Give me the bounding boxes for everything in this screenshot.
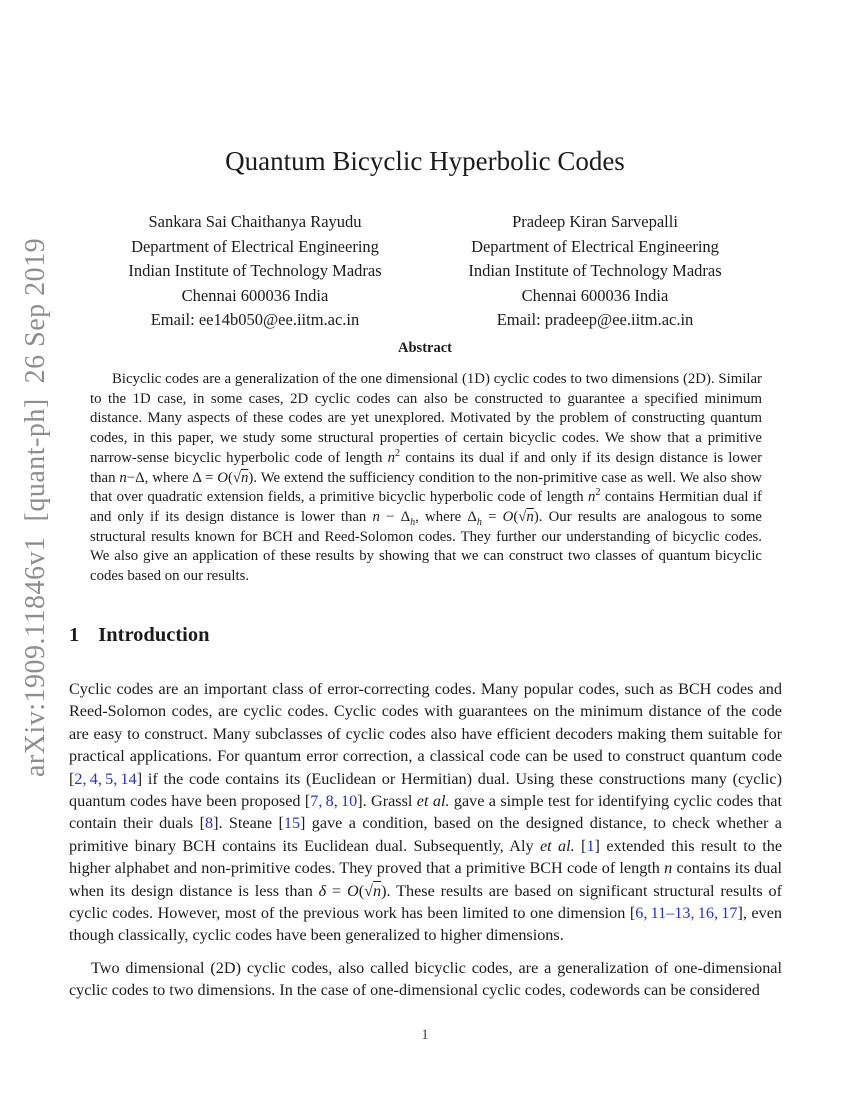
text-segment: ). Our results are analogous to some structural results known for BCH and Reed-Solomon codes. They further our understanding of bicyclic codes. We also give an application of these results by showing that we can construct two classes of quantum bicyclic codes based on our results. bbox=[90, 508, 762, 585]
text-segment: ] if the code contains its (Euclidean or Hermitian) dual. Using these constructions many (cyclic) quantum codes have been proposed [ bbox=[69, 769, 782, 811]
text-segment: contains its dual when its design distance is less than bbox=[69, 859, 783, 900]
text-segment: n bbox=[119, 469, 127, 486]
text-segment: ] extended this result to the higher alphabet and non-primitive codes. They proved that a primitive BCH code of length bbox=[69, 836, 783, 878]
citation-link[interactable]: 7, 8, 10 bbox=[310, 792, 358, 811]
text-segment: = bbox=[481, 508, 503, 525]
text-segment: n bbox=[664, 859, 673, 878]
text-segment: n bbox=[526, 508, 534, 525]
section-number: 1 bbox=[69, 624, 80, 646]
text-segment: et al. bbox=[539, 836, 575, 855]
page-number: 1 bbox=[421, 1027, 429, 1043]
paper-title: Quantum Bicyclic Hyperbolic Codes bbox=[225, 146, 625, 176]
text-segment: (√ bbox=[358, 881, 374, 900]
author-blocks bbox=[85, 210, 765, 333]
text-segment: Cyclic codes are an important class of error-correcting codes. Many popular codes, such as BCH codes and Reed-Solomon codes, are cyclic codes. Cyclic codes with guarantees on the minimum distance of the code are easy to construct. Many subclasses of cyclic codes also have efficient decoders making them suitable for practical applications. For quantum error correction, a classical code can be used to construct quantum code [ bbox=[69, 680, 782, 788]
text-segment: ] gave a condition, based on the designed distance, to check whether a primitive binary BCH contains its Euclidean dual. Subsequently, Aly bbox=[69, 814, 782, 855]
text-segment: O bbox=[347, 881, 359, 900]
citation-link[interactable]: 15 bbox=[283, 814, 301, 833]
text-segment: ]. Grassl bbox=[357, 792, 417, 811]
text-segment: − Δ bbox=[379, 508, 411, 525]
text-segment: ], even though classically, cyclic codes have been generalized to higher dimensions. bbox=[69, 904, 782, 945]
author-email: Email: pradeep@ee.iitm.ac.in bbox=[496, 310, 694, 329]
text-segment: h bbox=[410, 516, 416, 528]
intro-paragraph-1 bbox=[69, 678, 782, 947]
section-heading-introduction bbox=[69, 624, 210, 647]
text-segment: 2 bbox=[395, 447, 401, 459]
text-segment: −Δ, where Δ = bbox=[126, 469, 218, 486]
text-segment: contains Hermitian dual if and only if its design distance is lower than bbox=[90, 489, 762, 525]
author-institute: Indian Institute of Technology Madras bbox=[468, 261, 722, 280]
introduction-body bbox=[69, 678, 782, 1002]
text-segment: [ bbox=[574, 836, 587, 855]
citation-link[interactable]: 6, 11–13, 16, 17 bbox=[635, 904, 738, 923]
text-segment: n bbox=[387, 449, 396, 466]
text-segment: et al. bbox=[416, 792, 450, 811]
text-segment: n bbox=[372, 508, 380, 525]
text-segment: ). We extend the sufficiency condition to the non-primitive case as well. We also show that over quadratic extension fields, a primitive bicyclic hyperbolic code of length bbox=[90, 469, 762, 506]
text-segment: δ bbox=[318, 881, 327, 900]
author-block-1 bbox=[85, 210, 425, 333]
citation-link[interactable]: 8 bbox=[205, 814, 214, 833]
text-segment: O bbox=[502, 508, 514, 525]
abstract-text bbox=[90, 370, 762, 587]
author-department: Department of Electrical Engineering bbox=[131, 236, 379, 256]
text-segment: (√ bbox=[227, 469, 242, 486]
text-segment: contains its dual if and only if its design distance is lower than bbox=[90, 449, 762, 486]
author-department: Department of Electrical Engineering bbox=[471, 236, 719, 256]
text-segment: h bbox=[476, 516, 482, 528]
author-name: Pradeep Kiran Sarvepalli bbox=[512, 212, 678, 231]
text-segment: n bbox=[588, 489, 596, 506]
author-name: Sankara Sai Chaithanya Rayudu bbox=[148, 212, 362, 231]
arxiv-watermark: arXiv:1909.11846v1 [quant-ph] 26 Sep 2019 bbox=[20, 237, 51, 777]
text-segment: O bbox=[217, 469, 228, 486]
author-institute: Indian Institute of Technology Madras bbox=[128, 261, 382, 280]
text-segment: , where Δ bbox=[415, 508, 477, 525]
author-email: Email: ee14b050@ee.iitm.ac.in bbox=[150, 310, 360, 329]
text-segment: 2 bbox=[595, 487, 601, 499]
citation-link[interactable]: 2, 4, 5, 14 bbox=[74, 769, 137, 788]
text-segment: n bbox=[373, 881, 382, 900]
text-segment: ). These results are based on significant structural results of cyclic codes. However, most of the previous work has been limited to one dimension [ bbox=[69, 881, 782, 923]
text-segment: gave a simple test for identifying cyclic codes that contain their duals [ bbox=[69, 792, 782, 833]
author-city: Chennai 600036 India bbox=[181, 285, 329, 305]
text-segment: (√ bbox=[513, 508, 527, 525]
text-segment: ]. Steane [ bbox=[213, 814, 284, 833]
citation-link[interactable]: 1 bbox=[586, 836, 595, 855]
author-city: Chennai 600036 India bbox=[521, 285, 669, 305]
abstract-heading: Abstract bbox=[398, 340, 452, 356]
intro-paragraph-2 bbox=[69, 957, 782, 1002]
text-segment: n bbox=[241, 469, 249, 486]
text-segment: = bbox=[326, 881, 348, 900]
text-segment: Two dimensional (2D) cyclic codes, also called bicyclic codes, are a generalization of one-dimensional cyclic codes to two dimensions. In the case of one-dimensional cyclic codes, codewords can be considered bbox=[69, 958, 782, 1000]
author-block-2 bbox=[425, 210, 765, 333]
section-title: Introduction bbox=[98, 624, 210, 646]
text-segment: Bicyclic codes are a generalization of the one dimensional (1D) cyclic codes to two dimensions (2D). Similar to the 1D case, in some cases, 2D cyclic codes can also be constructed to guarantee a specified minimum distance. Many aspects of these codes are yet unexplored. Motivated by the problem of constructing quantum codes, in this paper, we study some structural properties of certain bicyclic codes. We show that a primitive narrow-sense bicyclic hyperbolic code of length bbox=[90, 371, 762, 466]
